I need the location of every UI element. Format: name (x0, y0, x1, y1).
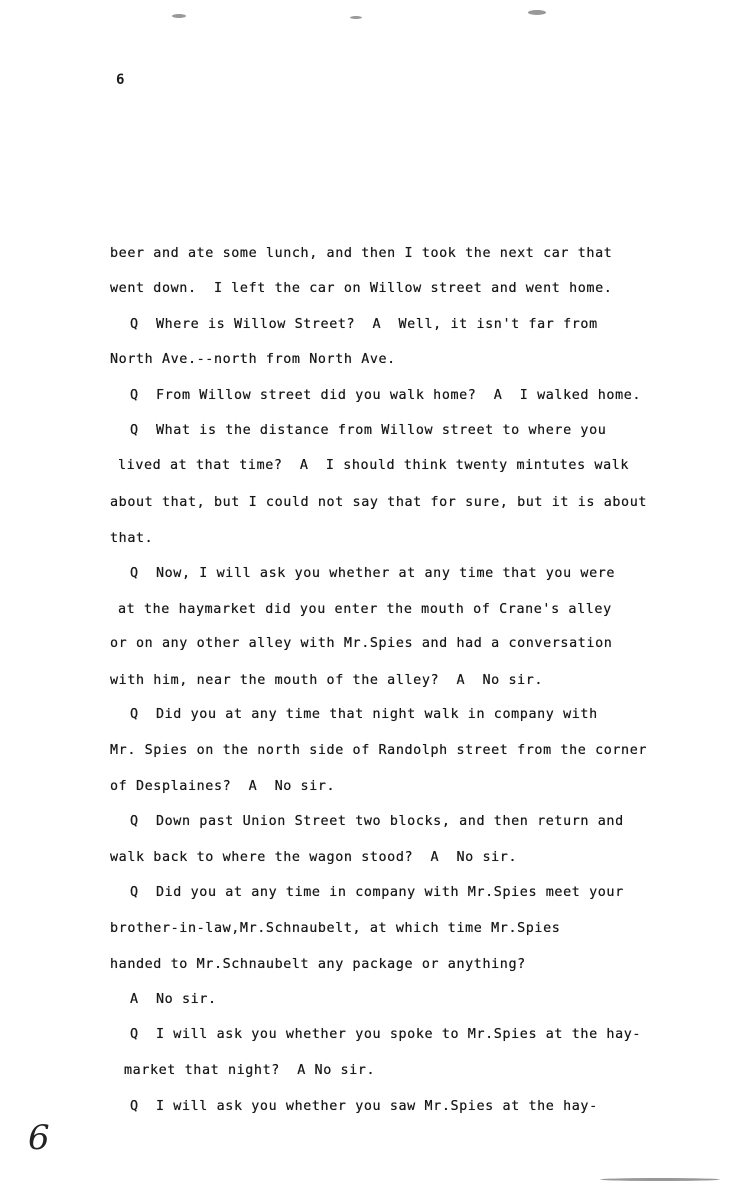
text-line: at the haymarket did you enter the mouth of Crane's alley (118, 602, 612, 617)
text-line: Q Did you at any time that night walk in company with (130, 707, 598, 722)
text-line: Q From Willow street did you walk home? A I walked home. (130, 388, 642, 403)
text-line: market that night? A No sir. (124, 1063, 376, 1078)
text-line: Mr. Spies on the north side of Randolph street from the corner (110, 743, 648, 758)
text-line: beer and ate some lunch, and then I took the next car that (110, 246, 613, 261)
text-line: Q What is the distance from Willow street to where you (130, 423, 607, 438)
text-line: lived at that time? A I should think twenty mintutes walk (118, 458, 630, 473)
text-line: with him, near the mouth of the alley? A No sir. (110, 673, 544, 688)
text-line: about that, but I could not say that for sure, but it is about (110, 495, 648, 510)
text-line: handed to Mr.Schnaubelt any package or anything? (110, 957, 526, 972)
top-ink-mark (172, 14, 186, 18)
top-ink-mark (528, 10, 546, 15)
text-line: walk back to where the wagon stood? A No sir. (110, 850, 518, 865)
text-line: Q Now, I will ask you whether at any time that you were (130, 566, 616, 581)
text-line: that. (110, 531, 154, 546)
bottom-ink-mark (600, 1178, 720, 1181)
handwritten-page-number: 6 (28, 1118, 50, 1158)
page-number: 6 (116, 72, 125, 88)
text-line: brother-in-law,Mr.Schnaubelt, at which time Mr.Spies (110, 921, 561, 936)
text-line: or on any other alley with Mr.Spies and had a conversation (110, 636, 613, 651)
text-line: Q I will ask you whether you spoke to Mr.Spies at the hay- (130, 1027, 642, 1042)
text-line: Q Down past Union Street two blocks, and then return and (130, 814, 624, 829)
text-line: Q I will ask you whether you saw Mr.Spies at the hay- (130, 1099, 598, 1114)
text-line: Q Did you at any time in company with Mr.Spies meet your (130, 885, 624, 900)
text-line: of Desplaines? A No sir. (110, 779, 336, 794)
text-line: A No sir. (130, 992, 217, 1007)
text-line: Q Where is Willow Street? A Well, it isn't far from (130, 317, 598, 332)
top-ink-mark (350, 16, 362, 19)
text-line: went down. I left the car on Willow street and went home. (110, 281, 613, 296)
text-line: North Ave.--north from North Ave. (110, 352, 396, 367)
